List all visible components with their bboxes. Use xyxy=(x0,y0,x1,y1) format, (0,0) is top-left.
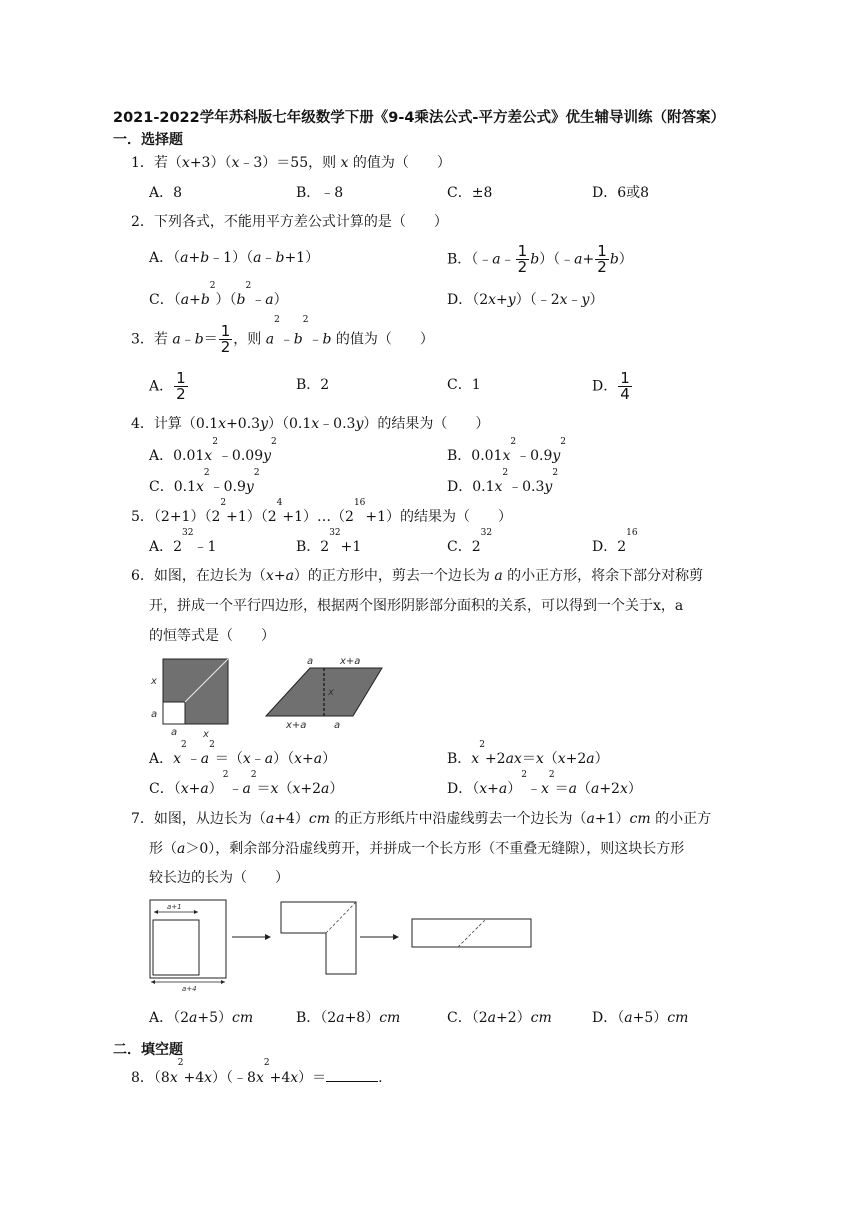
q2-option-b: B．（﹣a﹣ $\frac{1}{2}$ b）（﹣a+ $\frac{1}{2}$ b） xyxy=(447,242,633,276)
question-2: 2．下列各式，不能用平方差公式计算的是（ ） xyxy=(131,214,448,230)
q6-option-c: C．$(x+a)^2﹣a^2=x(x+2a)$ xyxy=(149,770,344,797)
q7-label-a4: a+4 xyxy=(182,985,197,993)
q7-rect-dashed xyxy=(458,919,486,947)
question-3: 3．若 a﹣b＝ $\frac{1}{2}$ ，则 $a^2﹣b^2﹣b$ 的值为（ ） xyxy=(131,315,434,356)
q1-option-d: D．6或8 xyxy=(592,185,650,201)
q6-figure xyxy=(145,652,395,742)
q7-figure xyxy=(140,895,540,995)
q2-option-a: A．（a+b﹣1）（a﹣b+1） xyxy=(149,250,320,266)
q6-option-b: B．$x^2+2ax=x(x+2a)$ xyxy=(447,740,609,767)
question-6: 6．如图，在边长为（x+a）的正方形中，剪去一个边长为 a 的小正方形，将余下部分对称剪 xyxy=(131,568,704,584)
q2-option-c: C．$(a+b^2)(b^2﹣a)$ xyxy=(149,281,288,308)
q6-label-a-left: a xyxy=(151,709,158,720)
q3-option-a: A． $\frac{1}{2}$ xyxy=(149,369,186,403)
q7-stem-line3: 较长边的长为（ ） xyxy=(149,870,289,886)
q5-option-d: D．$2^{16}$ xyxy=(592,528,638,555)
q7-rectangle xyxy=(412,919,531,947)
q7-option-a: A．（2a+5）cm xyxy=(149,1010,254,1026)
q6-small-square xyxy=(163,702,185,724)
q6-option-d: D．$(x+a)^2﹣x^2=a(a+2x)$ xyxy=(447,770,642,797)
q7-cut-square xyxy=(153,920,199,975)
document-title: 2021-2022学年苏科版七年级数学下册《9-4乘法公式-平方差公式》优生辅导训练（附答案） xyxy=(113,110,725,126)
q4-option-c: C．$0.1x^2﹣0.9y^2$ xyxy=(149,468,260,495)
q1-option-a: A．8 xyxy=(149,185,183,201)
q6-label-xa-top: x+a xyxy=(340,656,361,667)
question-1: 1．若（x+3）（x﹣3）＝55，则 x 的值为（ ） xyxy=(131,155,451,171)
q7-option-d: D．（a+5）cm xyxy=(592,1010,689,1026)
q6-label-a-bottom: a xyxy=(171,727,178,738)
q6-stem-line2: 开，拼成一个平行四边形，根据两个图形阴影部分面积的关系，可以得到一个关于x，a xyxy=(149,598,684,614)
question-5: 5．$(2+1)(2^2+1)(2^4+1)\dots(2^{16}+1)$的结果为（ ） xyxy=(131,498,513,525)
section-fill-blank: 二．填空题 xyxy=(113,1042,183,1058)
q5-option-a: A．$2^{32}﹣1$ xyxy=(149,528,217,555)
q6-label-x-mid: x xyxy=(328,687,334,698)
question-8: 8．$(8x^2+4x)(﹣8x^2+4x)=$ . xyxy=(131,1058,383,1086)
q7-l-shape xyxy=(281,902,356,974)
q3-option-c: C．1 xyxy=(447,377,481,393)
q6-label-a-bottom2: a xyxy=(334,720,341,731)
q6-option-a: A．$x^2﹣a^2=(x﹣a)(x+a)$ xyxy=(149,740,337,767)
q3-option-d: D． $\frac{1}{4}$ xyxy=(592,369,630,403)
q1-option-b: B．﹣8 xyxy=(296,185,344,201)
section-choice: 一．选择题 xyxy=(113,132,183,148)
q7-l-dashed xyxy=(326,902,356,933)
q6-label-xa-bottom: x+a xyxy=(286,720,307,731)
q8-answer-blank[interactable] xyxy=(326,1067,378,1082)
q3-option-b: B．2 xyxy=(296,377,330,393)
q5-option-c: C．$2^{32}$ xyxy=(447,528,493,555)
q6-stem-line3: 的恒等式是（ ） xyxy=(149,628,275,644)
q4-option-d: D．$0.1x^2﹣0.3y^2$ xyxy=(447,468,559,495)
question-7: 7．如图，从边长为（a+4）cm 的正方形纸片中沿虚线剪去一个边长为（a+1）cm 的小正方 xyxy=(131,811,712,827)
q6-label-x-left: x xyxy=(151,676,157,687)
q4-option-b: B．$0.01x^2﹣0.9y^2$ xyxy=(447,437,567,464)
q7-option-c: C．（2a+2）cm xyxy=(447,1010,552,1026)
q4-option-a: A．$0.01x^2﹣0.09y^2$ xyxy=(149,437,277,464)
q1-option-c: C．±8 xyxy=(447,185,493,201)
q5-option-b: B．$2^{32}+1$ xyxy=(296,528,362,555)
q7-stem-line2: 形（a＞0），剩余部分沿虚线剪开，并拼成一个长方形（不重叠无缝隙），则这块长方形 xyxy=(149,841,685,857)
q6-label-x-bottom: x xyxy=(203,729,209,740)
q7-label-a1: a+1 xyxy=(167,903,182,911)
question-4: 4．计算（0.1x+0.3y）（0.1x﹣0.3y）的结果为（ ） xyxy=(131,416,490,432)
q7-option-b: B．（2a+8）cm xyxy=(296,1010,401,1026)
q2-option-d: D．（2x+y）（﹣2x﹣y） xyxy=(447,292,604,308)
q6-label-a-top: a xyxy=(307,656,314,667)
